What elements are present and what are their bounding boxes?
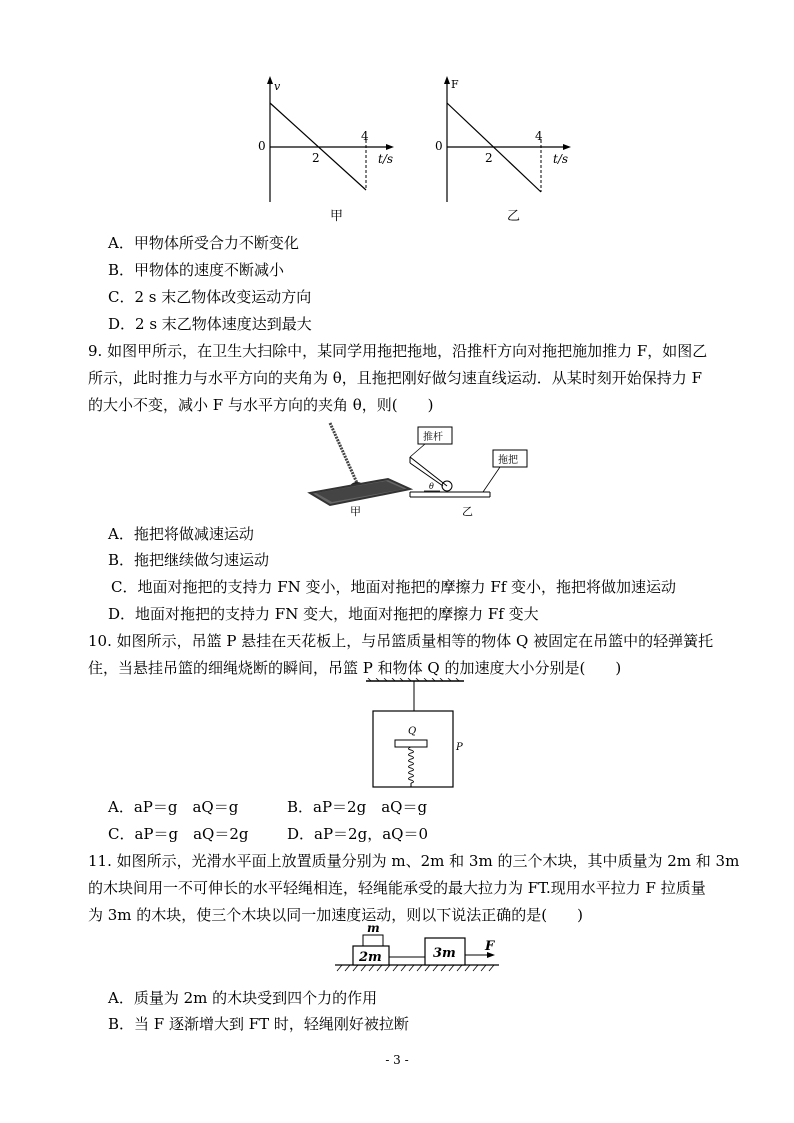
q9-figure (300, 415, 550, 520)
graph-yi-xaxis: t/s (553, 152, 569, 166)
q10-figure (360, 678, 470, 793)
q11-option-a: A．质量为 2m 的木块受到四个力的作用 (108, 989, 378, 1007)
q9-figure-label-mop: 拖把 (498, 455, 518, 466)
graph-yi-tick-2: 2 (485, 151, 493, 165)
q8-option-a: A．甲物体所受合力不断变化 (108, 234, 299, 252)
q10-option-a: A．aP＝g aQ＝g (108, 798, 239, 816)
graph-jia-tick-2: 2 (312, 151, 320, 165)
q11-figure-label-m: m (367, 921, 380, 935)
graph-yi-yaxis: F (451, 78, 459, 91)
q11-stem-line-3: 为 3m 的木块，使三个木块以同一加速度运动，则以下说法正确的是( ) (88, 906, 584, 924)
q9-option-a: A．拖把将做减速运动 (108, 525, 254, 543)
q11-figure (333, 920, 503, 980)
graph-jia-caption: 甲 (330, 209, 344, 224)
q9-stem-line-3: 的大小不变，减小 F 与水平方向的夹角 θ，则( ) (88, 396, 434, 414)
q11-stem-line-2: 的木块间用一不可伸长的水平轻绳相连，轻绳能承受的最大拉力为 FT.现用水平拉力 F 拉质量 (88, 879, 706, 897)
q8-option-d: D．2 s 末乙物体速度达到最大 (108, 315, 312, 333)
q10-option-b: B．aP＝2g aQ＝g (287, 798, 428, 816)
graph-yi (427, 70, 577, 230)
q11-figure-label-2m: 2m (359, 950, 382, 965)
graph-jia-xaxis: t/s (378, 152, 394, 166)
q10-figure-label-p: P (456, 742, 463, 753)
graph-jia (250, 70, 400, 230)
q11-option-b: B．当 F 逐渐增大到 FT 时，轻绳刚好被拉断 (108, 1015, 409, 1033)
graph-jia-origin: 0 (258, 139, 266, 153)
page-number: - 3 - (385, 1053, 409, 1067)
q9-figure-caption-yi: 乙 (462, 505, 473, 518)
q9-figure-angle: θ (429, 482, 434, 491)
q11-figure-label-3m: 3m (433, 946, 456, 961)
q10-option-d: D．aP＝2g，aQ＝0 (287, 825, 428, 843)
q10-figure-label-q: Q (408, 726, 417, 737)
q10-option-c: C．aP＝g aQ＝2g (108, 825, 249, 843)
graph-jia-yaxis: v (274, 80, 281, 93)
q9-stem-line-1: 9. 如图甲所示，在卫生大扫除中，某同学用拖把拖地，沿推杆方向对拖把施加推力 F，如图乙 (88, 342, 708, 360)
q9-figure-label-rod: 推杆 (423, 432, 443, 443)
q9-option-b: B．拖把继续做匀速运动 (108, 551, 270, 569)
q10-stem-line-1: 10. 如图所示，吊篮 P 悬挂在天花板上，与吊篮质量相等的物体 Q 被固定在吊篮中的轻弹簧托 (88, 632, 714, 650)
q10-stem-line-2: 住，当悬挂吊篮的细绳烧断的瞬间，吊篮 P 和物体 Q 的加速度大小分别是( ) (88, 659, 622, 677)
graph-yi-tick-4: 4 (535, 129, 543, 143)
q9-option-c: C．地面对拖把的支持力 FN 变小，地面对拖把的摩擦力 Ff 变小，拖把将做加速运动 (111, 578, 677, 596)
q9-option-d: D．地面对拖把的支持力 FN 变大，地面对拖把的摩擦力 Ff 变大 (108, 605, 539, 623)
q8-option-b: B．甲物体的速度不断减小 (108, 261, 285, 279)
q11-figure-label-f: F (485, 939, 495, 954)
q9-stem-line-2: 所示，此时推力与水平方向的夹角为 θ，且拖把刚好做匀速直线运动．从某时刻开始保持力 F (88, 369, 702, 387)
graph-yi-origin: 0 (435, 139, 443, 153)
q8-option-c: C．2 s 末乙物体改变运动方向 (108, 288, 312, 306)
graph-yi-caption: 乙 (507, 209, 521, 224)
q11-stem-line-1: 11. 如图所示，光滑水平面上放置质量分别为 m、2m 和 3m 的三个木块，其中质量为 2m 和 3m (88, 852, 740, 870)
q9-figure-caption-jia: 甲 (350, 505, 361, 518)
graph-jia-tick-4: 4 (361, 129, 369, 143)
